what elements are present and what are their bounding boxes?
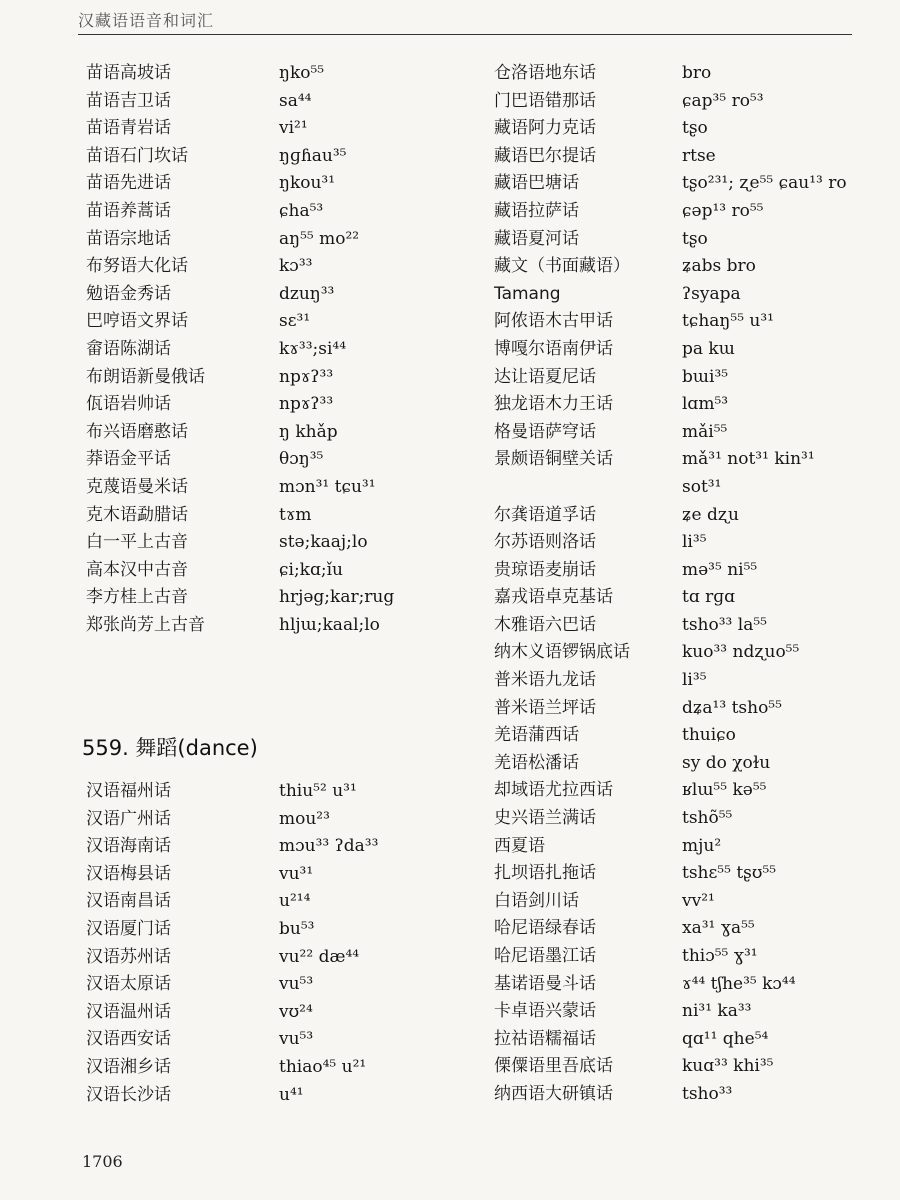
language-name: 贵琼语麦崩话 xyxy=(494,559,596,580)
language-name: 独龙语木力王话 xyxy=(494,394,613,415)
language-name: 克木语勐腊话 xyxy=(86,504,188,525)
language-name: 门巴语错那话 xyxy=(494,90,596,111)
language-name: 藏语巴塘话 xyxy=(494,173,579,194)
page-number: 1706 xyxy=(82,1152,123,1171)
language-name: 白语剑川话 xyxy=(494,890,579,911)
word-form: vi²¹ xyxy=(279,118,308,139)
word-form: vu³¹ xyxy=(279,863,314,884)
language-name: 纳木义语锣锅底话 xyxy=(494,642,630,663)
word-form: pa kɯ xyxy=(682,338,735,359)
language-name: 藏语拉萨话 xyxy=(494,200,579,221)
word-form: sɛ³¹ xyxy=(279,311,311,332)
language-name: 基诺语曼斗话 xyxy=(494,973,596,994)
language-name: 普米语兰坪话 xyxy=(494,697,596,718)
word-form: npɤʔ³³ xyxy=(279,394,334,415)
word-form: ɕi;kɑ;ǐu xyxy=(279,559,343,580)
word-form: mou²³ xyxy=(279,808,330,829)
language-name: 景颇语铜壁关话 xyxy=(494,449,613,470)
language-name: Tamang xyxy=(494,283,561,304)
language-name: 莽语金平话 xyxy=(86,449,171,470)
language-name: 汉语湘乡话 xyxy=(86,1056,171,1077)
word-form: vu⁵³ xyxy=(279,1029,314,1050)
language-name: 汉语福州话 xyxy=(86,781,171,801)
word-form: mɔn³¹ tɕu³¹ xyxy=(279,476,376,497)
language-name: 尔龚语道孚话 xyxy=(494,504,596,525)
word-form: dʑa¹³ tsho⁵⁵ xyxy=(682,697,782,718)
language-name: 扎坝语扎拖话 xyxy=(494,863,596,884)
word-form: ŋɡɦau³⁵ xyxy=(279,145,347,166)
word-form: tɑ rɡɑ xyxy=(682,587,736,608)
language-name: 布朗语新曼俄话 xyxy=(86,366,205,387)
language-name: 仓洛语地东话 xyxy=(494,63,596,83)
word-form: mɔu³³ ʔda³³ xyxy=(279,836,379,857)
word-form: u⁴¹ xyxy=(279,1084,304,1105)
language-name: 高本汉中古音 xyxy=(86,559,188,580)
header-rule xyxy=(78,34,852,35)
language-name: 苗语养蒿话 xyxy=(86,200,171,221)
language-name: 藏语阿力克话 xyxy=(494,118,596,139)
language-name: 苗语宗地话 xyxy=(86,228,171,249)
word-form: sa⁴⁴ xyxy=(279,90,312,111)
language-name: 畲语陈湖话 xyxy=(86,338,171,359)
language-name: 李方桂上古音 xyxy=(86,587,188,608)
word-form: tɕhaŋ⁵⁵ u³¹ xyxy=(682,311,774,332)
word-form: tɤm xyxy=(279,504,312,525)
word-form: xa³¹ ɣa⁵⁵ xyxy=(682,918,755,939)
language-name: 哈尼语绿春话 xyxy=(494,918,596,939)
word-form: mə³⁵ ni⁵⁵ xyxy=(682,559,758,580)
language-name: 拉祜语糯福话 xyxy=(494,1028,596,1049)
language-name: 阿侬语木古甲话 xyxy=(494,311,613,332)
language-name: 汉语温州话 xyxy=(86,1001,171,1022)
word-form: bɯi³⁵ xyxy=(682,366,729,387)
language-name: 嘉戎语卓克基话 xyxy=(494,587,613,608)
language-name: 博嘎尔语南伊话 xyxy=(494,338,613,359)
word-form: ʑe dʐu xyxy=(682,504,739,525)
language-name: 白一平上古音 xyxy=(86,532,188,553)
language-name: 纳西语大研镇话 xyxy=(494,1083,613,1104)
language-name: 汉语南昌话 xyxy=(86,891,171,912)
language-name: 苗语青岩话 xyxy=(86,118,171,139)
language-name: 藏语夏河话 xyxy=(494,228,579,249)
word-form: tsho³³ la⁵⁵ xyxy=(682,614,767,635)
word-form: dzuŋ³³ xyxy=(279,283,335,304)
word-form: ɕap³⁵ ro⁵³ xyxy=(682,90,764,111)
word-form: bu⁵³ xyxy=(279,918,315,939)
word-form: npɤʔ³³ xyxy=(279,366,334,387)
word-form: hljɯ;kaal;lo xyxy=(279,614,380,635)
running-header: 汉藏语语音和词汇 xyxy=(78,11,215,30)
word-form: tshɛ⁵⁵ tʂʊ⁵⁵ xyxy=(682,863,777,884)
word-form: ɕha⁵³ xyxy=(279,200,324,221)
language-name: 汉语太原话 xyxy=(86,974,171,995)
word-form: tʂo xyxy=(682,228,708,249)
language-name: 普米语九龙话 xyxy=(494,670,596,691)
word-form: ʁlɯ⁵⁵ kə⁵⁵ xyxy=(682,780,767,801)
word-form: ʔsyapa xyxy=(682,283,741,304)
language-name: 汉语厦门话 xyxy=(86,918,171,939)
language-name: 哈尼语墨江话 xyxy=(494,946,596,966)
language-name: 佤语岩帅话 xyxy=(86,394,171,415)
word-form: bro xyxy=(682,63,712,83)
word-form: ŋ khǎp xyxy=(279,421,338,442)
word-form: sy do χoɫu xyxy=(682,752,771,773)
word-form: mǎ³¹ not³¹ kin³¹ xyxy=(682,449,815,470)
word-form: qɑ¹¹ qhe⁵⁴ xyxy=(682,1028,769,1049)
language-name: 藏语巴尔提话 xyxy=(494,145,596,166)
language-name: 汉语海南话 xyxy=(86,836,171,857)
word-form: li³⁵ xyxy=(682,532,707,553)
word-form: ʑabs bro xyxy=(682,256,756,277)
language-name: 达让语夏尼话 xyxy=(494,366,596,387)
word-form: kuɑ³³ khi³⁵ xyxy=(682,1056,774,1077)
language-name: 傈僳语里吾底话 xyxy=(494,1056,613,1077)
language-name: 卡卓语兴蒙话 xyxy=(494,1001,596,1022)
language-name: 尔苏语则洛话 xyxy=(494,532,596,553)
word-form: tsho³³ xyxy=(682,1083,733,1104)
word-form: lɑm⁵³ xyxy=(682,394,729,415)
word-form: aŋ⁵⁵ mo²² xyxy=(279,228,360,249)
word-form: tshõ⁵⁵ xyxy=(682,808,733,829)
word-form: kɤ³³;si⁴⁴ xyxy=(279,338,347,359)
language-name: 羌语松潘话 xyxy=(494,752,579,773)
language-name: 克蔑语曼米话 xyxy=(86,476,188,497)
word-form: tʂo²³¹; ʐe⁵⁵ ɕau¹³ ro xyxy=(682,173,847,194)
language-name: 西夏语 xyxy=(494,835,545,856)
word-form: θɔŋ³⁵ xyxy=(279,449,324,470)
word-form: mǎi⁵⁵ xyxy=(682,421,728,442)
word-form: tʂo xyxy=(682,118,708,139)
word-form: vu⁵³ xyxy=(279,974,314,995)
word-form: mju² xyxy=(682,835,722,856)
language-name: 史兴语兰满话 xyxy=(494,808,596,829)
word-form: stə;kaaj;lo xyxy=(279,532,368,553)
language-name: 汉语西安话 xyxy=(86,1029,171,1050)
language-name: 巴哼语文界话 xyxy=(86,311,188,332)
language-name: 布努语大化话 xyxy=(86,256,188,277)
word-form: li³⁵ xyxy=(682,670,707,691)
language-name: 苗语石门坎话 xyxy=(86,145,188,166)
language-name: 汉语梅县话 xyxy=(86,863,171,884)
language-name: 汉语广州话 xyxy=(86,808,171,829)
language-name: 苗语吉卫话 xyxy=(86,90,171,111)
language-name: 苗语先进话 xyxy=(86,173,171,194)
language-name: 汉语长沙话 xyxy=(86,1084,171,1105)
word-form: vu²² dæ⁴⁴ xyxy=(279,946,360,967)
language-name: 格曼语萨穹话 xyxy=(494,421,596,442)
language-name: 羌语蒲西话 xyxy=(494,725,579,746)
word-form: ŋko⁵⁵ xyxy=(279,63,325,83)
language-name: 汉语苏州话 xyxy=(86,946,171,967)
word-form: ɕəp¹³ ro⁵⁵ xyxy=(682,200,764,221)
language-name: 布兴语磨憨话 xyxy=(86,421,188,442)
word-form: kɔ³³ xyxy=(279,256,313,277)
word-form: kuo³³ ndʐuo⁵⁵ xyxy=(682,642,800,663)
language-name: 勉语金秀话 xyxy=(86,283,171,304)
section-heading: 559. 舞蹈(dance) xyxy=(82,736,258,760)
word-form: sot³¹ xyxy=(682,476,722,497)
language-name: 郑张尚芳上古音 xyxy=(86,614,205,635)
word-form: hrjəg;kar;rug xyxy=(279,587,395,608)
word-form: ni³¹ ka³³ xyxy=(682,1001,752,1022)
language-name: 苗语高坡话 xyxy=(86,63,171,83)
word-form: rtse xyxy=(682,145,716,166)
word-form: thiɔ⁵⁵ ɣ³¹ xyxy=(682,946,758,966)
language-name: 藏文（书面藏语） xyxy=(494,256,630,277)
word-form: thuiɕo xyxy=(682,725,736,746)
word-form: thiao⁴⁵ u²¹ xyxy=(279,1056,367,1077)
word-form: ɤ⁴⁴ tʃhe³⁵ kɔ⁴⁴ xyxy=(682,973,796,994)
language-name: 却域语尤拉西话 xyxy=(494,780,613,801)
word-form: u²¹⁴ xyxy=(279,891,311,912)
word-form: vv²¹ xyxy=(682,890,715,911)
word-form: ŋkou³¹ xyxy=(279,173,336,194)
word-form: vʊ²⁴ xyxy=(279,1001,313,1022)
word-form: thiu⁵² u³¹ xyxy=(279,781,357,801)
language-name: 木雅语六巴话 xyxy=(494,614,596,635)
